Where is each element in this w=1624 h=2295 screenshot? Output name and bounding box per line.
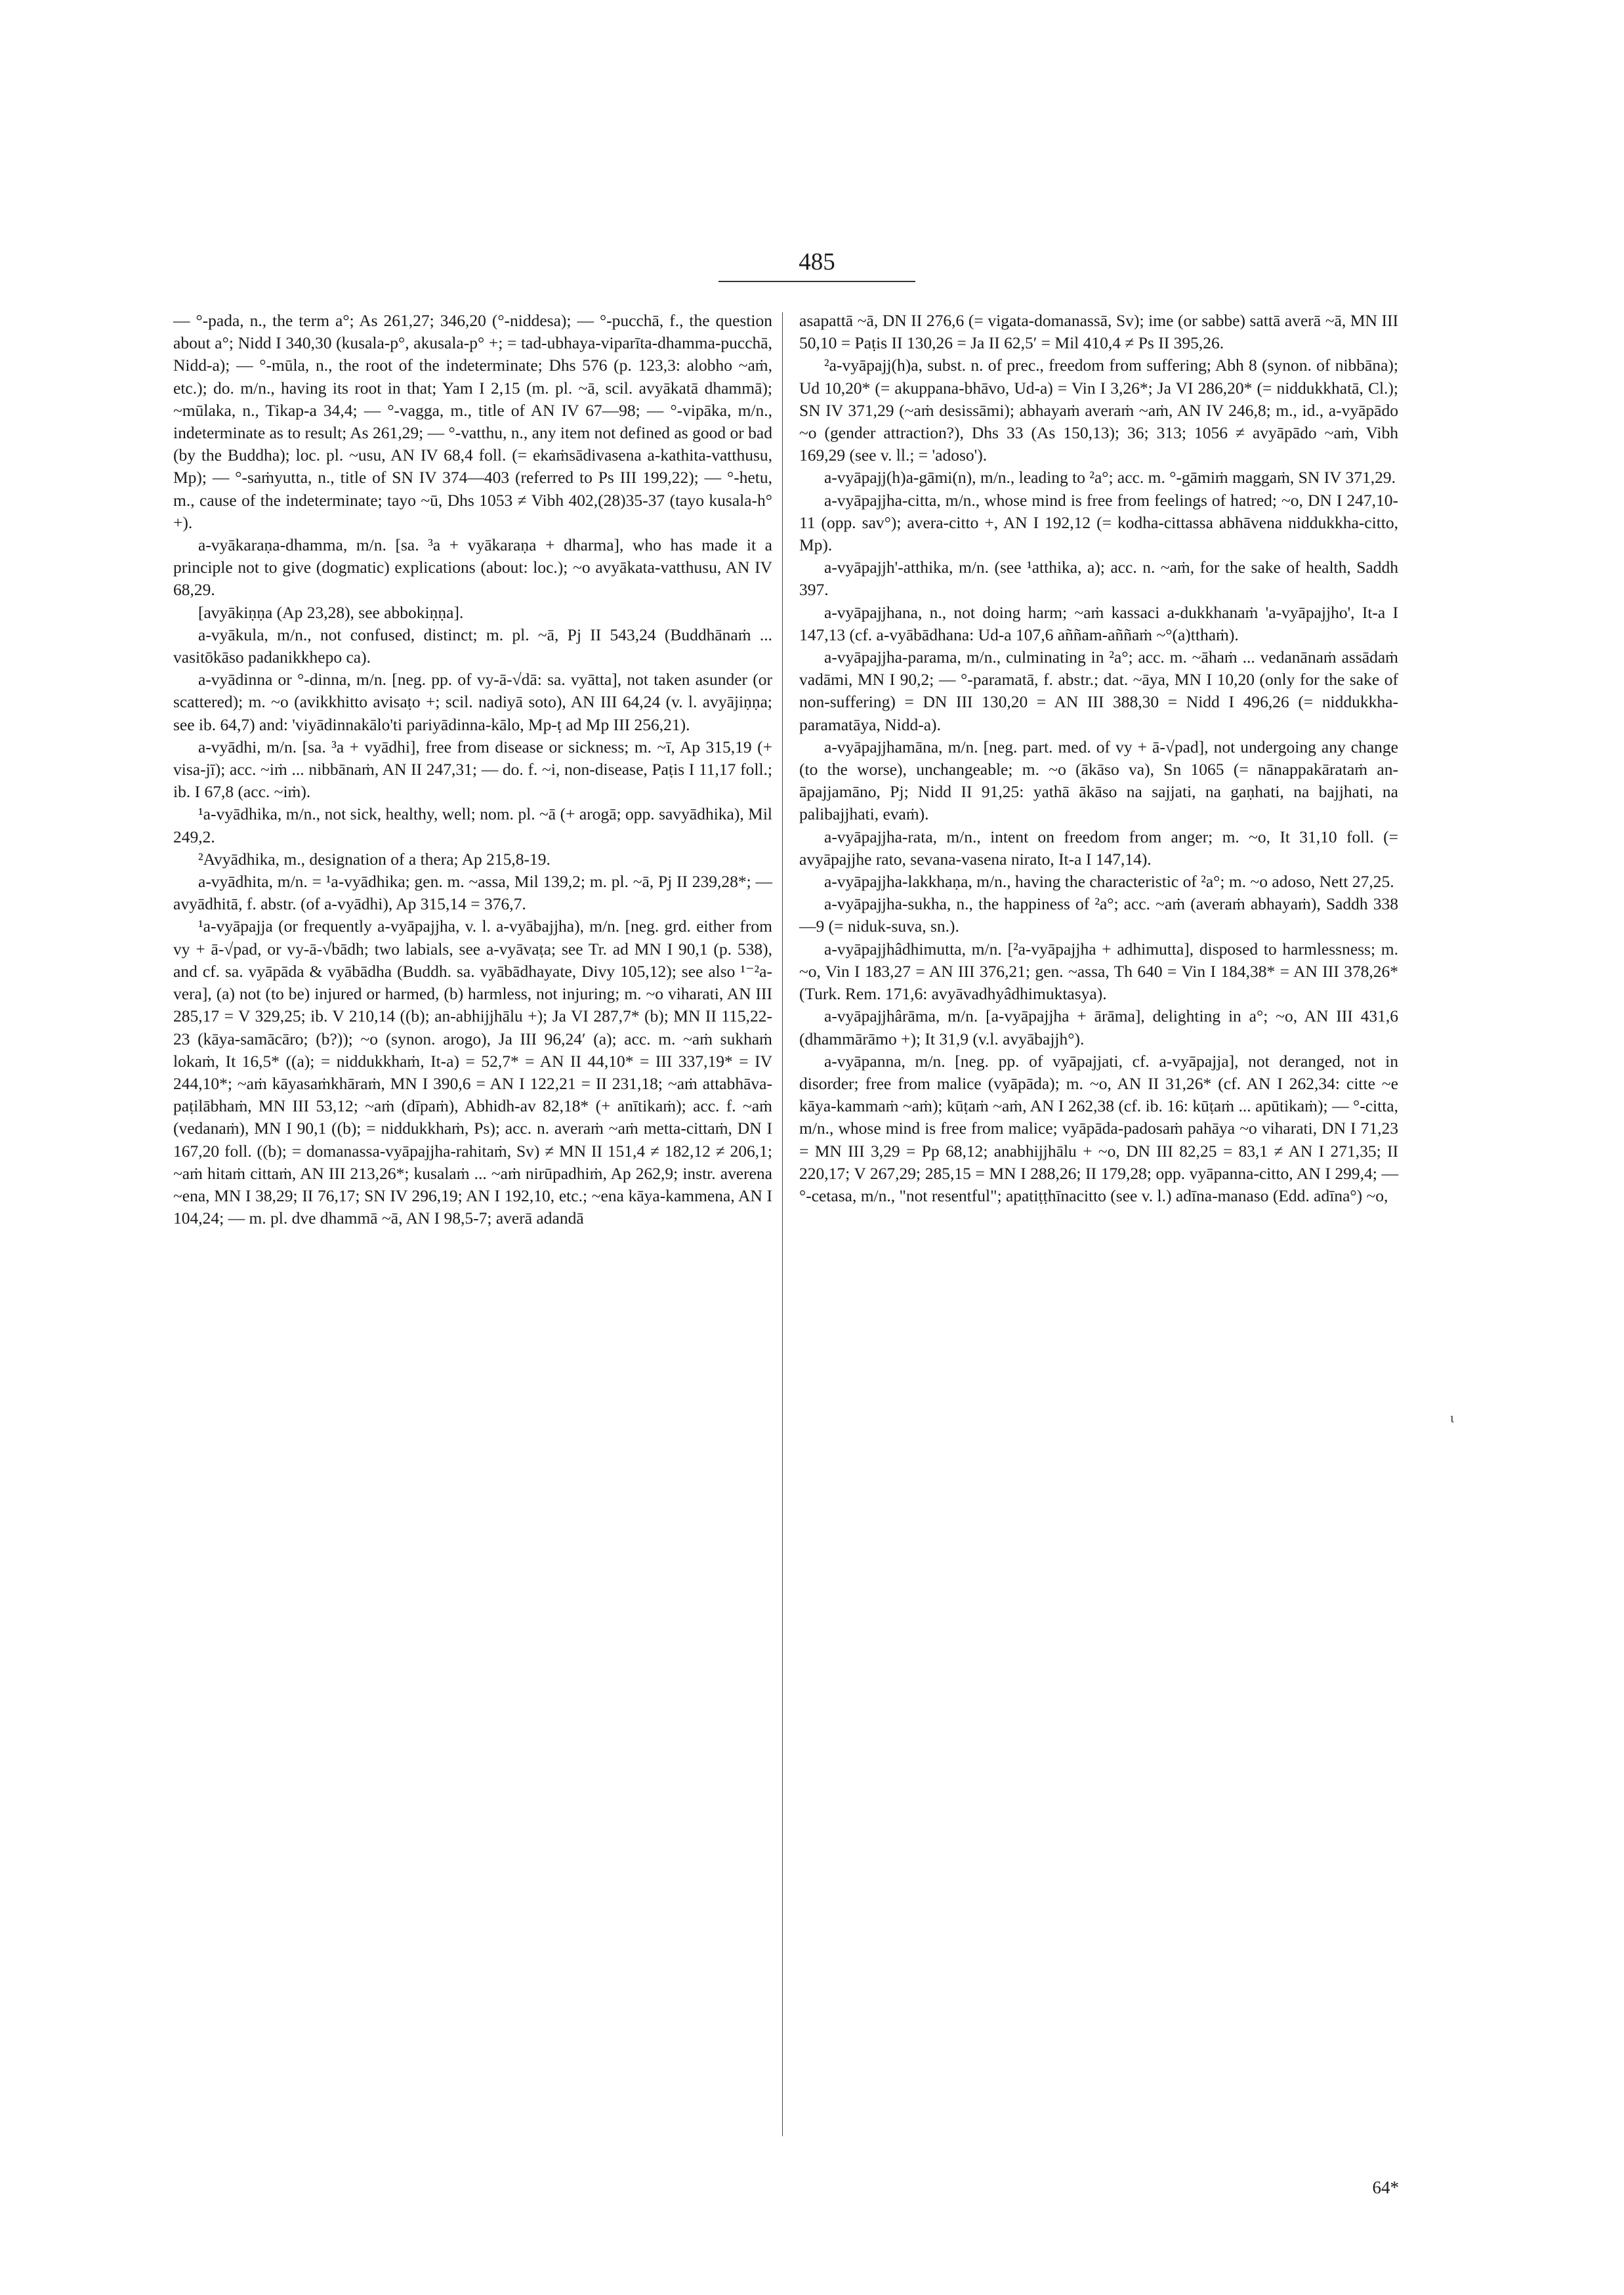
entry-paragraph: a-vyāpajjhâdhimutta, m/n. [²a-vyāpajjha + adhimutta], disposed to harmlessness; m. ~o, Vin I 183,27 = AN III 376,21; gen. ~assa, Th 640 = Vin I 184,38* = AN III 378,26* (Turk. Rem. 171,6: avyāvadhyâdhimuktasya).	[799, 939, 1398, 1004]
column-divider	[782, 312, 783, 2136]
entry-paragraph: ²a-vyāpajj(h)a, subst. n. of prec., freedom from suffering; Abh 8 (synon. of nibbāna); Ud 10,20* (= akuppana-bhāvo, Ud-a) = Vin I 3,26*; Ja VI 286,20* (= niddukkhatā, Cl.); SN IV 371,29 (~aṁ desissāmi); abhayaṁ averaṁ ~aṁ, AN IV 246,8; m., id., a-vyāpādo ~o (gender attraction?), Dhs 33 (As 150,13); 36; 313; 1056 ≠ avyāpādo ~aṁ, Vibh 169,29 (see v. ll.; = 'adoso').	[799, 356, 1398, 465]
entry-paragraph: a-vyāpajjha-parama, m/n., culminating in ²a°; acc. m. ~āhaṁ ... vedanānaṁ assādaṁ vadāmi, MN I 90,2; — °-paramatā, f. abstr.; dat. ~āya, MN I 10,20 (only for the sake of non-suffering) = DN III 130,20 = AN III 388,30 = Nidd I 496,26 (= niddukkha-paramatāya, Nidd-a).	[799, 648, 1398, 734]
entry-paragraph: [avyākiṇṇa (Ap 23,28), see abbokiṇṇa].	[198, 602, 464, 622]
page-number-rule	[718, 281, 915, 282]
left-column	[173, 310, 772, 1230]
entry-paragraph: a-vyāpajjhana, n., not doing harm; ~aṁ kassaci a-dukkhanaṁ 'a-vyāpajjho', It-a I 147,13 (cf. a-vyābādhana: Ud-a 107,6 aññam-aññaṁ ~°(a)tthaṁ).	[799, 602, 1398, 644]
entry-paragraph: a-vyāpanna, m/n. [neg. pp. of vyāpajjati, cf. a-vyāpajja], not deranged, not in disorder; free from malice (vyāpāda); m. ~o, AN II 31,26* (cf. AN I 262,34: citte ~e kāya-kammaṁ ~aṁ); kūṭaṁ ~aṁ, AN I 262,38 (cf. ib. 16: kūṭaṁ ... apūtikaṁ); — °-citta, m/n., whose mind is free from malice; vyāpāda-padosaṁ pahāya ~o viharati, DN I 71,23 = MN III 3,29 = Pp 68,12; anabhijjhālu + ~o, DN III 82,25 = 83,1 ≠ AN I 271,35; II 220,17; V 267,29; 285,15 = MN I 288,26; II 179,28; opp. vyāpanna-citto, AN I 299,4; — °-cetasa, m/n., "not resentful"; apatiṭṭhīnacitto (see v. l.) adīna-manaso (Edd. adīna°) ~o,	[799, 1051, 1398, 1205]
entry-paragraph: ¹a-vyāpajja (or frequently a-vyāpajjha, v. l. a-vyābajjha), m/n. [neg. grd. either from vy + ā-√pad, or vy-ā-√bādh; two labials, see a-vyāvaṭa; see Tr. ad MN I 90,1 (p. 538), and cf. sa. vyāpāda & vyābādha (Buddh. sa. vyābādhayate, Divy 105,12); see also ¹⁻²a-vera], (a) not (to be) injured or harmed, (b) harmless, not injuring; m. ~o viharati, AN III 285,17 = V 329,25; ib. V 210,14 ((b); an-abhijjhālu +); Ja VI 287,7* (b); MN II 115,22-23 (kāya-samācāro; (b?)); ~o (synon. arogo), Ja III 96,24′ (a); acc. m. ~aṁ sukhaṁ lokaṁ, It 16,5* ((a); = niddukkhaṁ, It-a) = 52,7* = AN II 44,10* = III 337,19* = IV 244,10*; ~aṁ kāyasaṁkhāraṁ, MN I 390,6 = AN I 122,21 = II 231,18; ~aṁ attabhāva-paṭilābhaṁ, MN III 53,12; ~aṁ (dīpaṁ), Abhidh-av 82,18* (+ anītikaṁ); acc. f. ~aṁ (vedanaṁ), MN I 90,1 ((b); = niddukkhaṁ, Ps); acc. n. averaṁ ~aṁ metta-cittaṁ, DN I 167,20 foll. ((b); = domanassa-vyāpajjha-rahitaṁ, Sv) ≠ MN II 151,4 ≠ 182,12 ≠ 206,1; ~aṁ hitaṁ cittaṁ, AN III 213,26*; kusalaṁ ... ~aṁ nirūpadhiṁ, Ap 262,9; instr. averena ~ena, MN I 38,29; II 76,17; SN IV 296,19; AN I 192,10, etc.; ~ena kāya-kammena, AN I 104,24; — m. pl. dve dhammā ~ā, AN I 98,5-7; averā adandā	[173, 917, 772, 1228]
stray-margin-mark: ι	[1450, 1409, 1454, 1426]
entry-paragraph: — °-pada, n., the term a°; As 261,27; 346,20 (°-niddesa); — °-pucchā, f., the question about a°; Nidd I 340,30 (kusala-p°, akusala-p° +; = tad-ubhaya-viparīta-dhamma-pucchā, Nidd-a); — °-mūla, n., the root of the indeterminate; Dhs 576 (p. 123,3: alobho ~aṁ, etc.); do. m/n., having its root in that; Yam I 2,15 (m. pl. ~ā, scil. avyākatā dhammā); ~mūlaka, n., Tikap-a 34,4; — °-vagga, m., title of AN IV 67—98; — °-vipāka, m/n., indeterminate as to result; As 261,29; — °-vatthu, n., any item not defined as good or bad (by the Buddha); loc. pl. ~usu, AN IV 68,4 foll. (= ekaṁsādivasena a-kathita-vatthusu, Mp); — °-saṁyutta, n., title of SN IV 374—403 (referred to Ps III 199,22); — °-hetu, m., cause of the indeterminate; tayo ~ū, Dhs 1053 ≠ Vibh 402,(28)35-37 (tayo kusala-h° +).	[173, 311, 772, 532]
right-column	[799, 310, 1398, 1207]
entry-paragraph: a-vyāpajjha-citta, m/n., whose mind is free from feelings of hatred; ~o, DN I 247,10-11 (opp. sav°); avera-citto +, AN I 192,12 (= kodha-cittassa abhāvena niddukkha-citto, Mp).	[799, 490, 1398, 555]
entry-paragraph: a-vyākaraṇa-dhamma, m/n. [sa. ³a + vyākaraṇa + dharma], who has made it a principle not to give (dogmatic) explications (about: loc.); ~o avyākata-vatthusu, AN IV 68,29.	[173, 535, 772, 600]
entry-paragraph: a-vyāpajjhamāna, m/n. [neg. part. med. of vy + ā-√pad], not undergoing any change (to the worse), unchangeable; m. ~o (ākāso va), Sn 1065 (= nānappakārataṁ an-āpajjamāno, Pj; Nidd II 91,25: yathā ākāso na sajjati, na gaṇhati, na bajjhati, na palibajjhati, evaṁ).	[799, 737, 1398, 824]
entry-paragraph: a-vyāpajjha-sukha, n., the happiness of ²a°; acc. ~aṁ (averaṁ abhayaṁ), Saddh 338—9 (= niduk-suva, sn.).	[799, 894, 1398, 936]
entry-paragraph: a-vyāpajjhârāma, m/n. [a-vyāpajjha + ārāma], delighting in a°; ~o, AN III 431,6 (dhammārāmo +); It 31,9 (v.l. avyābajjh°).	[799, 1006, 1398, 1048]
entry-paragraph: a-vyākula, m/n., not confused, distinct; m. pl. ~ā, Pj II 543,24 (Buddhānaṁ ... vasitōkāso padanikkhepo ca).	[173, 625, 772, 667]
entry-paragraph: asapattā ~ā, DN II 276,6 (= vigata-domanassā, Sv); ime (or sabbe) sattā averā ~ā, MN III 50,10 = Paṭis II 130,26 = Ja II 62,5′ = Mil 410,4 ≠ Ps II 395,26.	[799, 311, 1398, 353]
entry-paragraph: a-vyādhita, m/n. = ¹a-vyādhika; gen. m. ~assa, Mil 139,2; m. pl. ~ā, Pj II 239,28*; — avyādhitā, f. abstr. (of a-vyādhi), Ap 315,14 = 376,7.	[173, 872, 772, 914]
entry-paragraph: a-vyāpajjha-lakkhaṇa, m/n., having the characteristic of ²a°; m. ~o adoso, Nett 27,25.	[824, 872, 1394, 892]
entry-paragraph: a-vyāpajjha-rata, m/n., intent on freedom from anger; m. ~o, It 31,10 foll. (= avyāpajjhe rato, sevana-vasena nirato, It-a I 147,14).	[799, 827, 1398, 869]
page-number: 485	[799, 249, 835, 276]
entry-paragraph: a-vyāpajj(h)a-gāmi(n), m/n., leading to ²a°; acc. m. °-gāmiṁ maggaṁ, SN IV 371,29.	[824, 468, 1396, 487]
entry-paragraph: ²Avyādhika, m., designation of a thera; Ap 215,8-19.	[198, 849, 551, 869]
signature-mark: 64*	[1372, 2178, 1399, 2197]
entry-paragraph: a-vyādhi, m/n. [sa. ³a + vyādhi], free from disease or sickness; m. ~ī, Ap 315,19 (+ visa-jī); acc. ~iṁ ... nibbānaṁ, AN II 247,31; — do. f. ~i, non-disease, Paṭis I 11,17 foll.; ib. I 67,8 (acc. ~iṁ).	[173, 737, 772, 802]
entry-paragraph: a-vyādinna or °-dinna, m/n. [neg. pp. of vy-ā-√dā: sa. vyātta], not taken asunder (or scattered); m. ~o (avikkhitto avisaṭo +; scil. nadiyā soto), AN III 64,24 (v. l. avyājiṇṇa; see ib. 64,7) and: 'viyādinnakālo'ti pariyādinna-kālo, Mp-ṭ ad Mp III 256,21).	[173, 670, 772, 734]
entry-paragraph: a-vyāpajjh'-atthika, m/n. (see ¹atthika, a); acc. n. ~aṁ, for the sake of health, Saddh 397.	[799, 558, 1398, 600]
entry-paragraph: ¹a-vyādhika, m/n., not sick, healthy, well; nom. pl. ~ā (+ arogā; opp. savyādhika), Mil 249,2.	[173, 804, 772, 846]
